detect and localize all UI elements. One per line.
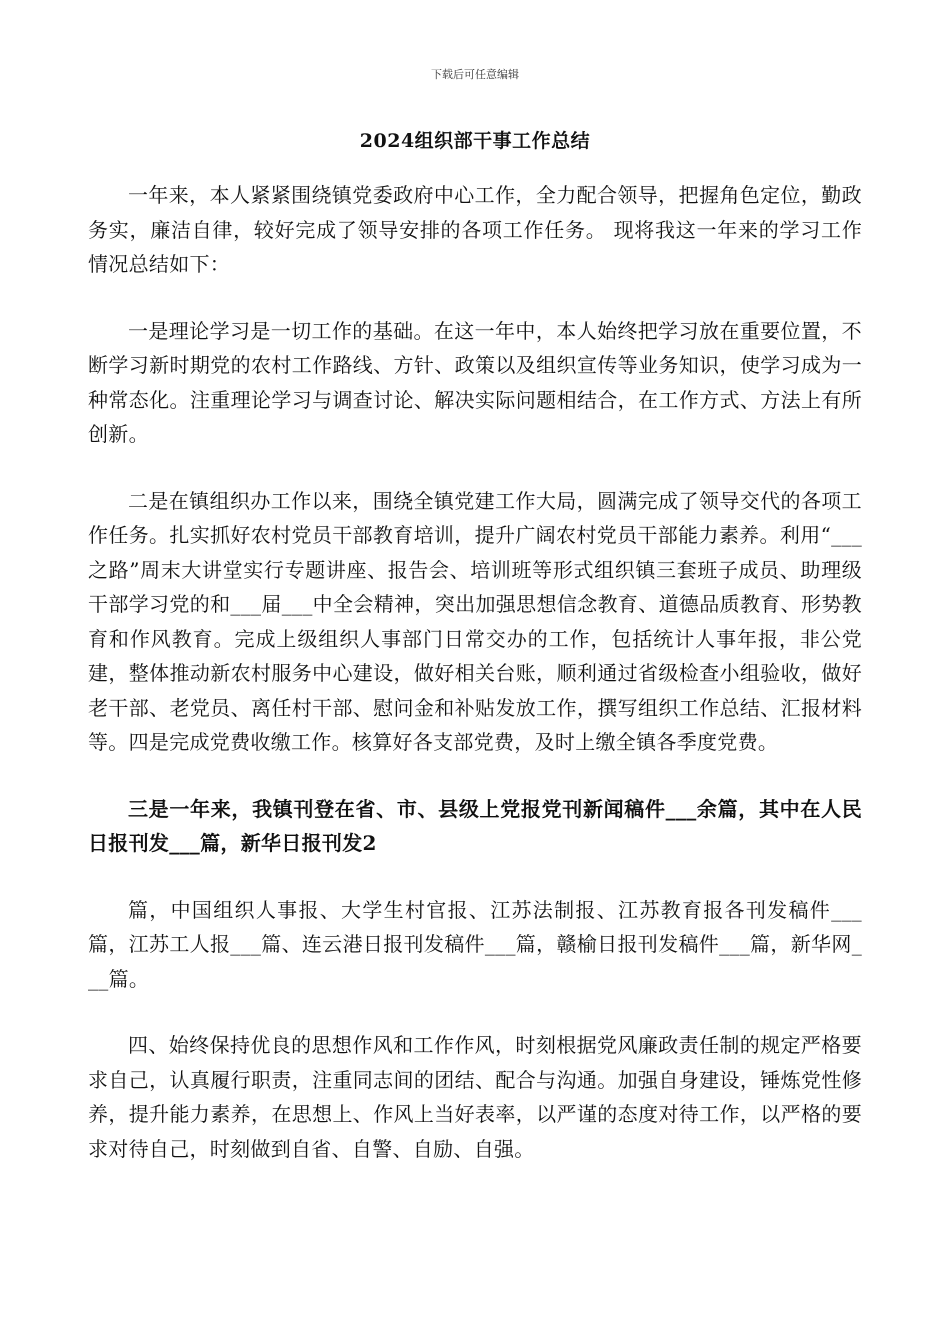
header-note: 下载后可任意编辑 [431, 68, 519, 81]
paragraph-intro: 一年来，本人紧紧围绕镇党委政府中心工作，全力配合领导，把握角色定位，勤政务实，廉洁自律，较好完成了领导安排的各项工作任务。 现将我这一年来的学习工作情况总结如下： [88, 183, 862, 276]
document-body [88, 178, 862, 1166]
paragraph-work-style: 四、始终保持优良的思想作风和工作作风，时刻根据党风廉政责任制的规定严格要求自己，认真履行职责，注重同志间的团结、配合与沟通。加强自身建设，锤炼党性修养，提升能力素养，在思想上、作风上当好表率，以严谨的态度对待工作，以严格的要求对待自己，时刻做到自省、自警、自励、自强。 [88, 1033, 862, 1161]
paragraph-gap [88, 861, 862, 893]
paragraph-gap [88, 996, 862, 1028]
paragraph-publicity: 三是一年来，我镇刊登在省、市、县级上党报党刊新闻稿件___余篇，其中在人民日报刊发___篇，新华日报刊发2 [88, 796, 862, 855]
document-title: 2024组织部干事工作总结 [359, 130, 591, 152]
paragraph-gap [88, 760, 862, 792]
paragraph-publicity-continued: 篇，中国组织人事报、大学生村官报、江苏法制报、江苏教育报各刊发稿件___篇，江苏工人报___篇、连云港日报刊发稿件___篇，赣榆日报刊发稿件___篇，新华网___篇。 [88, 897, 862, 991]
paragraph-gap [88, 282, 862, 314]
paragraph-gap [88, 452, 862, 484]
paragraph-theory-study: 一是理论学习是一切工作的基础。在这一年中，本人始终把学习放在重要位置，不断学习新时期党的农村工作路线、方针、政策以及组织宣传等业务知识，使学习成为一种常态化。注重理论学习与调查讨论、解决实际问题相结合，在工作方式、方法上有所创新。 [88, 318, 862, 446]
paragraph-organization-work: 二是在镇组织办工作以来，围绕全镇党建工作大局，圆满完成了领导交代的各项工作任务。扎实抓好农村党员干部教育培训，提升广阔农村党员干部能力素养。利用“___之路”周末大讲堂实行专题讲座、报告会、培训班等形式组织镇三套班子成员、助理级干部学习党的和___届___中全会精神，突出加强思想信念教育、道德品质教育、形势教育和作风教育。完成上级组织人事部门日常交办的工作，包括统计人事年报，非公党建，整体推动新农村服务中心建设，做好相关台账，顺利通过省级检查小组验收，做好老干部、老党员、离任村干部、慰问金和补贴发放工作，撰写组织工作总结、汇报材料等。四是完成党费收缴工作。核算好各支部党费，及时上缴全镇各季度党费。 [88, 488, 862, 754]
